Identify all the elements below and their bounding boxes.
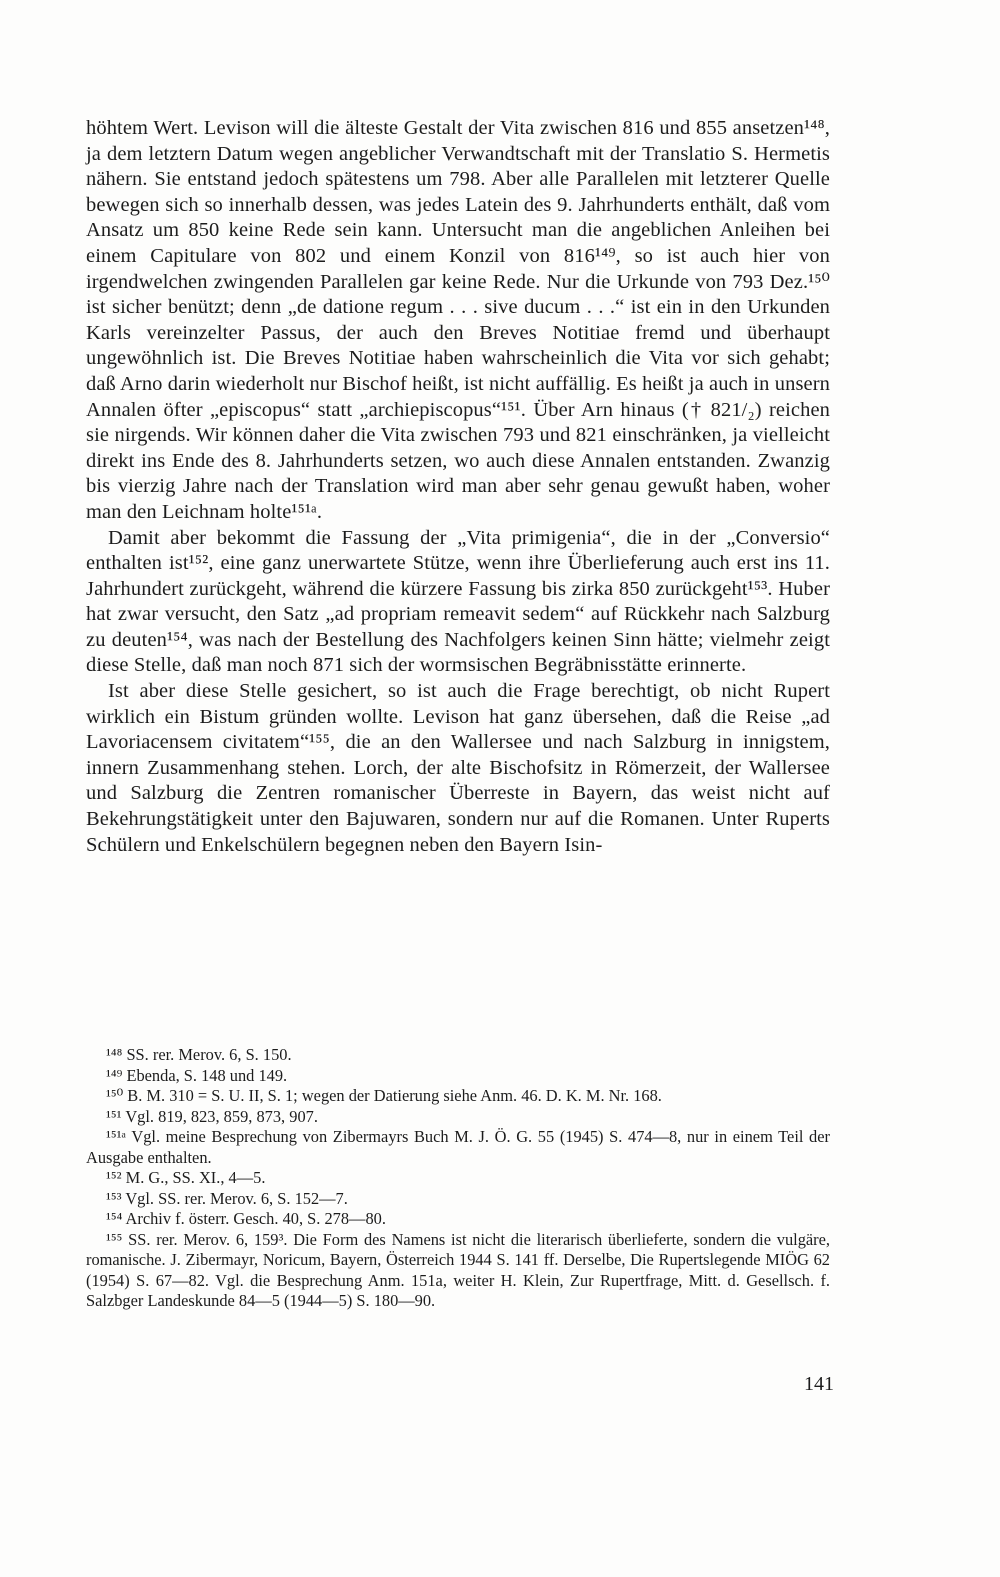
footnote: ¹⁵⁴ Archiv f. österr. Gesch. 40, S. 278—80.: [106, 1209, 386, 1228]
footnotes: [86, 1045, 830, 1312]
footnote: ¹⁵³ Vgl. SS. rer. Merov. 6, S. 152—7.: [106, 1188, 348, 1208]
paragraph: Damit aber bekommt die Fassung der „Vita primigenia“, die in der „Conversio“ enthalten ist¹⁵², eine ganz unerwartete Stütze, wenn ihre Überlieferung auch erst ins 11. Jahrhundert zurückgeht, während die kürzere Fassung bis zirka 850 zurückgeht¹⁵³. Huber hat zwar versucht, den Satz „ad propriam remeavit sedem“ auf Rückkehr nach Salzburg zu deuten¹⁵⁴, was nach der Bestellung des Nachfolgers keinen Sinn hätte; vielmehr zeigt diese Stelle, daß man noch 871 sich der wormsischen Begräbnisstätte erinnerte.: [86, 526, 830, 677]
page-number: 141: [804, 1373, 834, 1395]
footnote: ¹⁵⁵ SS. rer. Merov. 6, 159³. Die Form des Namens ist nicht die literarisch überlieferte, sondern die vulgäre, romanische. J. Zibermayr, Noricum, Bayern, Österreich 1944 S. 141 ff. Derselbe, Die Rupertslegende MIÖG 62 (1954) S. 67—82. Vgl. die Besprechung Anm. 151a, weiter H. Klein, Zur Rupertfrage, Mitt. d. Gesellsch. f. Salzbger Landeskunde 84—5 (1944—5) S. 180—90.: [86, 1229, 830, 1310]
footnote: ¹⁵⁰ B. M. 310 = S. U. II, S. 1; wegen der Datierung siehe Anm. 46. D. K. M. Nr. 168.: [106, 1086, 662, 1105]
footnote: ¹⁴⁹ Ebenda, S. 148 und 149.: [106, 1065, 288, 1085]
footnote: ¹⁴⁸ SS. rer. Merov. 6, S. 150.: [106, 1045, 292, 1064]
footnote: ¹⁵¹ᵃ Vgl. meine Besprechung von Zibermayrs Buch M. J. Ö. G. 55 (1945) S. 474—8, nur in einem Teil der Ausgabe enthalten.: [86, 1127, 830, 1167]
main-text: [86, 116, 830, 858]
paragraph: höhtem Wert. Levison will die älteste Gestalt der Vita zwischen 816 und 855 ansetzen¹⁴⁸, ja dem letztern Datum wegen angeblicher Verwandtschaft mit der Translatio S. Hermetis nähern. Sie entstand jedoch spätestens um 798. Aber alle Parallelen mit letzterer Quelle bewegen sich so innerhalb dessen, was jedes Latein des 9. Jahrhunderts enthält, daß vom Ansatz um 850 keine Rede sein kann. Untersucht man die angeblichen Anleihen bei einem Capitulare von 802 und einem Konzil von 816¹⁴⁹, so ist auch hier von irgendwelchen zwingenden Parallelen gar keine Rede. Nur die Urkunde von 793 Dez.¹⁵⁰ ist sicher benützt; denn „de datione regum . . . sive ducum . . .“ ist ein in den Urkunden Karls vereinzelter Passus, der auch den Breves Notitiae fremd und überhaupt ungewöhnlich ist. Die Breves Notitiae haben wahrscheinlich die Vita vor sich gehabt; daß Arno darin wiederholt nur Bischof heißt, ist nicht auffällig. Es heißt ja auch in unsern Annalen öfter „episcopus“ statt „archiepiscopus“¹⁵¹. Über Arn hinaus († 821/₂) reichen sie nirgends. Wir können daher die Vita zwischen 793 und 821 einschränken, ja vielleicht direkt ins Ende des 8. Jahrhunderts setzen, wo auch diese Annalen entstanden. Zwanzig bis vierzig Jahre nach der Translation wird man aber sehr genau gewußt haben, woher man den Leichnam holte¹⁵¹ᵃ.: [86, 117, 830, 523]
footnote: ¹⁵¹ Vgl. 819, 823, 859, 873, 907.: [106, 1106, 318, 1126]
paragraph: Ist aber diese Stelle gesichert, so ist auch die Frage berechtigt, ob nicht Rupert wirklich ein Bistum gründen wollte. Levison hat ganz übersehen, daß die Reise „ad Lavoriacensem civitatem“¹⁵⁵, die an den Wallersee und nach Salzburg in innigstem, innern Zusammenhang stehen. Lorch, der alte Bischofsitz in Römerzeit, der Wallersee und Salzburg die Zentren romanischer Überreste in Bayern, das weist nicht auf Bekehrungstätigkeit unter den Bajuwaren, sondern nur auf die Romanen. Unter Ruperts Schülern und Enkelschülern begegnen neben den Bayern Isin-: [86, 680, 830, 856]
footnote: ¹⁵² M. G., SS. XI., 4—5.: [106, 1168, 266, 1187]
